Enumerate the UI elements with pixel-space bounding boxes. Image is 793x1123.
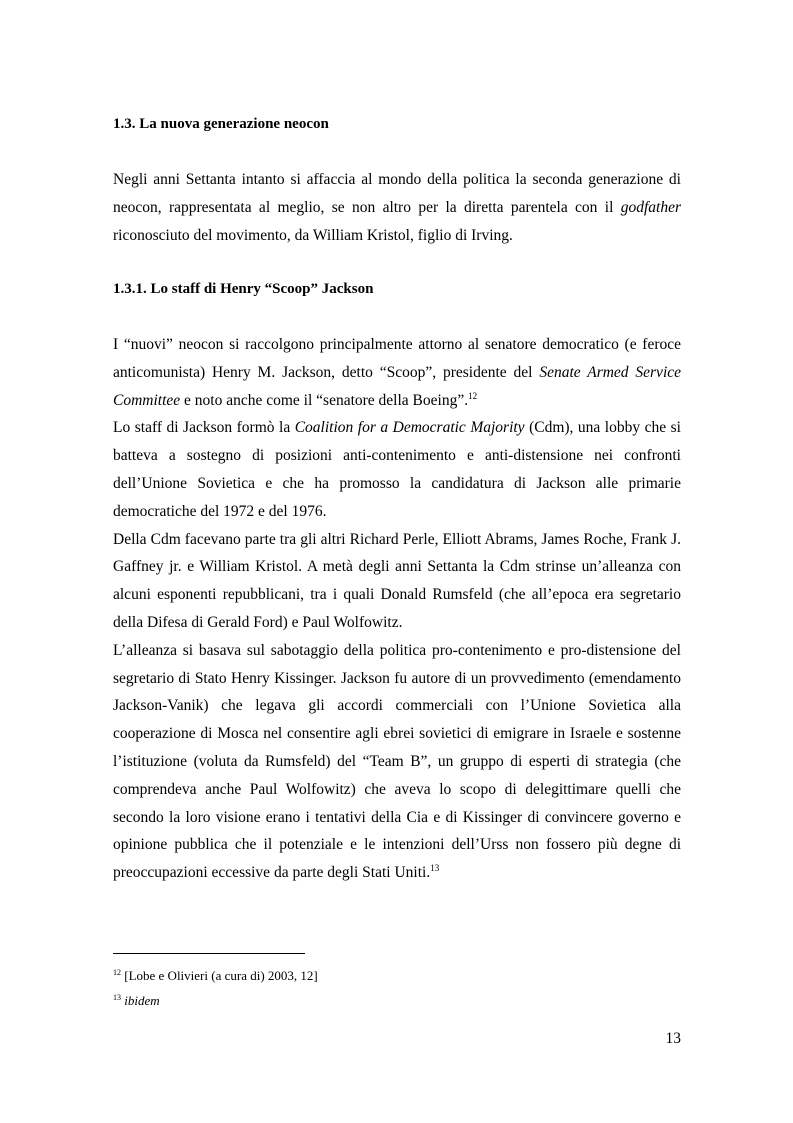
paragraph	[113, 166, 681, 249]
footnote	[113, 993, 160, 1009]
paragraph: Della Cdm facevano parte tra gli altri Richard Perle, Elliott Abrams, James Roche, Frank J. Gaffney jr. e William Kristol. A metà degli anni Settanta la Cdm strinse un’alleanza con alcuni esponenti repubblicani, tra i quali Donald Rumsfeld (che all’epoca era segretario della Difesa di Gerald Ford) e Paul Wolfowitz.	[113, 530, 681, 631]
text: e noto anche come il “senatore della Boeing”.	[180, 391, 469, 409]
section-body	[113, 166, 681, 249]
text: Negli anni Settanta intanto si affaccia al mondo della politica la seconda generazione di neocon, rappresentata al meglio, se non altro per la diretta parentela con il	[113, 171, 681, 216]
text: riconosciuto del movimento, da William Kristol, figlio di Irving.	[113, 226, 513, 244]
section-heading: 1.3. La nuova generazione neocon	[113, 116, 329, 132]
italic-term: godfather	[620, 198, 681, 216]
subsection-heading: 1.3.1. Lo staff di Henry “Scoop” Jackson	[113, 281, 374, 297]
page-number: 13	[665, 1030, 681, 1047]
footnote-text: [Lobe e Olivieri (a cura di) 2003, 12]	[124, 968, 318, 983]
footnote-mark: 12	[113, 968, 121, 977]
footnote-text: ibidem	[124, 993, 160, 1008]
text: L’alleanza si basava sul sabotaggio della politica pro-contenimento e pro-distensione del segretario di Stato Henry Kissinger. Jackson fu autore di un provvedimento (emendamento Jackson-Vanik) che legava gli accordi commerciali con l’Unione Sovietica alla cooperazione di Mosca nel consentire agli ebrei sovietici di emigrare in Israele e sostenne l’istituzione (voluta da Rumsfeld) del “Team B”, un gruppo di esperti di strategia (che comprendeva anche Paul Wolfowitz) che aveva lo scopo di delegittimare quelli che secondo la loro visione erano i tentativi della Cia e di Kissinger di convincere governo e opinione pubblica che il potenziale e le intenzioni dell’Urss non fossero più degne di preoccupazioni eccessive da parte degli Stati Uniti.	[113, 641, 681, 882]
paragraph	[113, 637, 681, 887]
footnote-ref[interactable]: 12	[468, 390, 478, 401]
footnote-divider	[113, 953, 305, 954]
subsection-body	[113, 331, 681, 887]
footnote-ref[interactable]: 13	[430, 863, 440, 874]
text: Lo staff di Jackson formò la	[113, 419, 295, 437]
footnote	[113, 968, 318, 984]
italic-term: Coalition for a Democratic Majority	[294, 419, 525, 437]
text: (Cdm), una lobby che si batteva a sostegno di posizioni anti-contenimento e anti-distensione nei confronti dell’Unione Sovietica e che ha promosso la candidatura di Jackson alle primarie democratiche del 1972 e del 1976.	[113, 419, 681, 520]
footnote-mark: 13	[113, 993, 121, 1002]
italic-term: Senate Armed Service Committee	[113, 363, 682, 409]
paragraph	[113, 414, 681, 525]
text: I “nuovi” neocon si raccolgono principalmente attorno al senatore democratico (e feroce anticomunista) Henry M. Jackson, detto “Scoop”, presidente del	[113, 336, 681, 381]
paragraph	[113, 331, 681, 414]
